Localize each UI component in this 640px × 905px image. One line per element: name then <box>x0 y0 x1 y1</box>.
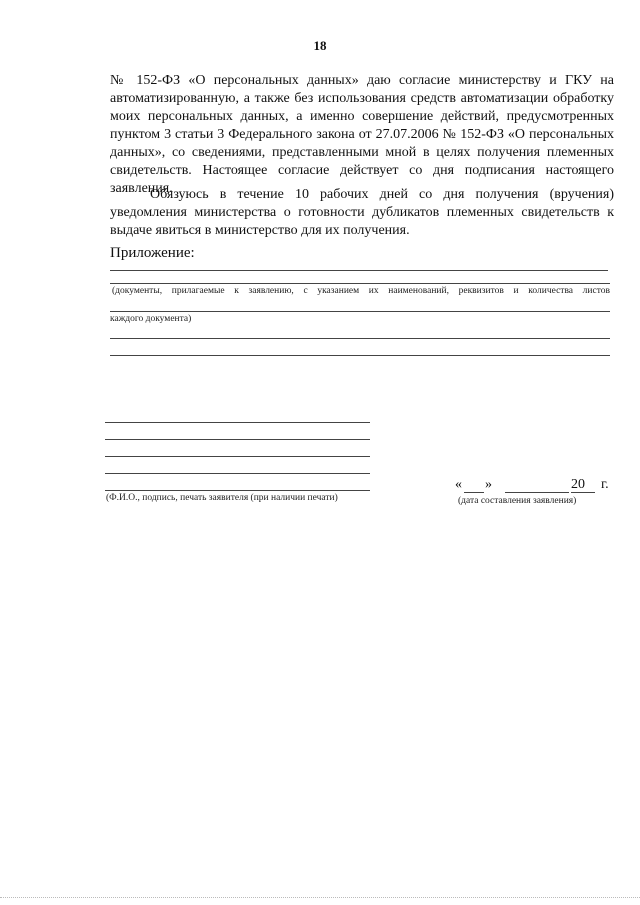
date-field[interactable] <box>455 477 615 495</box>
appendix-heading: Приложение: <box>110 245 195 261</box>
signature-line-2[interactable] <box>105 439 370 440</box>
date-day-blank[interactable] <box>464 492 484 493</box>
date-quote-open: « <box>455 477 462 492</box>
signature-line-1[interactable] <box>105 422 370 423</box>
date-year-suffix: г. <box>601 477 609 492</box>
date-month-blank[interactable] <box>505 492 569 493</box>
signature-caption: (Ф.И.О., подпись, печать заявителя (при наличии печати) <box>106 493 338 503</box>
signature-line-4[interactable] <box>105 473 370 474</box>
signature-line-3[interactable] <box>105 456 370 457</box>
appendix-line-4[interactable] <box>110 338 610 339</box>
date-year-blank[interactable] <box>571 492 595 493</box>
page-number: 18 <box>313 38 327 53</box>
date-year-prefix: 20 <box>571 477 585 492</box>
date-caption: (дата составления заявления) <box>458 496 577 506</box>
scan-edge <box>0 897 640 898</box>
appendix-line-2[interactable] <box>110 283 610 284</box>
appendix-line-1[interactable] <box>110 270 608 271</box>
appendix-line-5[interactable] <box>110 355 610 356</box>
appendix-caption-1: (документы, прилагаемые к заявлению, с указанием их наименований, реквизитов и количества листов <box>112 286 610 296</box>
consent-paragraph: № 152-ФЗ «О персональных данных» даю согласие министерству и ГКУ на автоматизированную, а также без использования средств автоматизации обработку моих персональных данных, а именно совершение действий, предусмотренных пунктом 3 статьи 3 Федерального закона от 27.07.2006 № 152-ФЗ «О персональных данных», со сведениями, представленными мной в целях получения племенных свидетельств. Настоящее согласие действует со дня подписания настоящего заявления. <box>110 73 614 196</box>
signature-line-5[interactable] <box>105 490 370 491</box>
obligation-paragraph: Обязуюсь в течение 10 рабочих дней со дня получения (вручения) уведомления министерства о готовности дубликатов племенных свидетельств к выдаче явиться в министерство для их получения. <box>110 187 614 238</box>
date-quote-close: » <box>485 477 492 492</box>
appendix-caption-2: каждого документа) <box>110 314 192 324</box>
appendix-line-3[interactable] <box>110 311 610 312</box>
